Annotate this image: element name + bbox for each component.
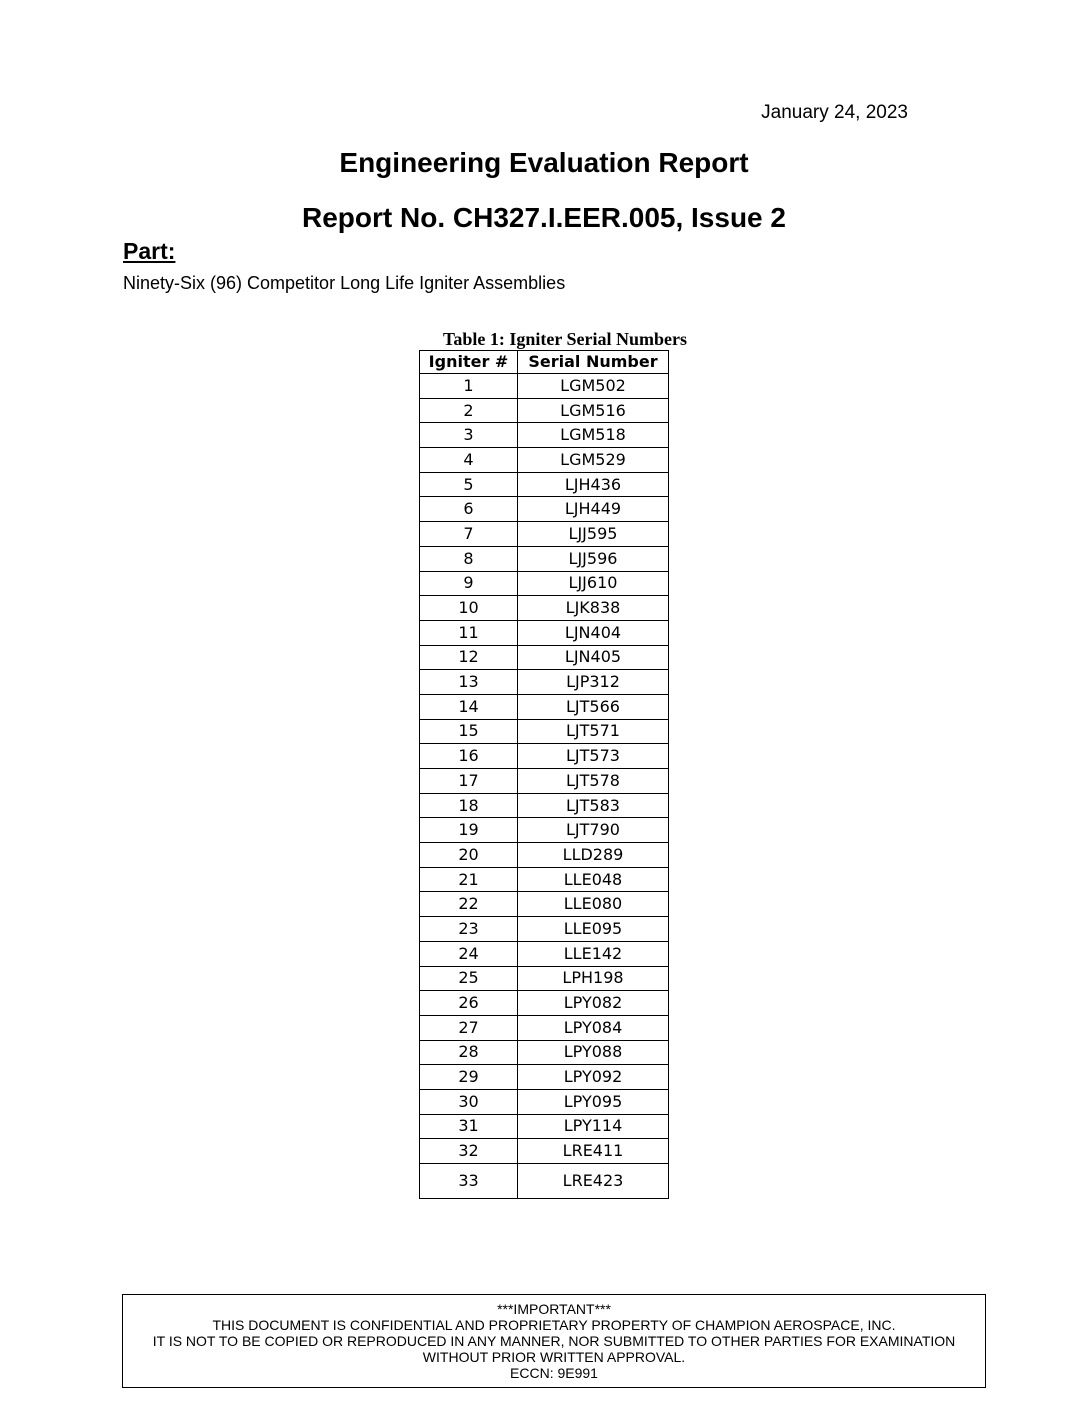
serial-number-cell: LJP312	[518, 670, 669, 695]
serial-number-cell: LJK838	[518, 596, 669, 621]
serial-number-cell: LGM529	[518, 448, 669, 473]
table-row	[420, 917, 669, 942]
notice-line: ECCN: 9E991	[510, 1365, 598, 1381]
column-header-serial: Serial Number	[518, 351, 669, 374]
table-row	[420, 769, 669, 794]
part-heading: Part:	[123, 238, 176, 264]
table-row	[420, 867, 669, 892]
table-caption: Table 1: Igniter Serial Numbers	[443, 329, 688, 349]
igniter-number-cell: 21	[420, 867, 518, 892]
serial-number-cell: LPY092	[518, 1065, 669, 1090]
table-row	[420, 448, 669, 473]
table-row	[420, 596, 669, 621]
igniter-number-cell: 4	[420, 448, 518, 473]
serial-number-cell: LRE411	[518, 1139, 669, 1164]
serial-number-cell: LJN405	[518, 645, 669, 670]
serial-number-cell: LLE142	[518, 941, 669, 966]
table-row	[420, 941, 669, 966]
igniter-number-cell: 15	[420, 719, 518, 744]
table-row	[420, 374, 669, 399]
igniter-number-cell: 3	[420, 423, 518, 448]
report-date: January 24, 2023	[761, 102, 908, 123]
serial-number-cell: LPY095	[518, 1089, 669, 1114]
serial-number-cell: LPY082	[518, 991, 669, 1016]
igniter-number-cell: 1	[420, 374, 518, 399]
igniter-number-cell: 12	[420, 645, 518, 670]
igniter-number-cell: 32	[420, 1139, 518, 1164]
serial-number-cell: LGM516	[518, 398, 669, 423]
igniter-number-cell: 27	[420, 1015, 518, 1040]
notice-line: IT IS NOT TO BE COPIED OR REPRODUCED IN ANY MANNER, NOR SUBMITTED TO OTHER PARTIES FOR EXAMINATION	[152, 1333, 956, 1349]
table-body	[420, 374, 669, 1199]
igniter-number-cell: 24	[420, 941, 518, 966]
table-row	[420, 571, 669, 596]
table-row	[420, 522, 669, 547]
table-row	[420, 670, 669, 695]
igniter-number-cell: 29	[420, 1065, 518, 1090]
serial-number-cell: LJN404	[518, 620, 669, 645]
igniter-number-cell: 22	[420, 892, 518, 917]
igniter-number-cell: 2	[420, 398, 518, 423]
igniter-number-cell: 8	[420, 546, 518, 571]
igniter-number-cell: 18	[420, 793, 518, 818]
serial-number-cell: LJT583	[518, 793, 669, 818]
table-row	[420, 1164, 669, 1199]
igniter-number-cell: 16	[420, 744, 518, 769]
igniter-number-cell: 25	[420, 966, 518, 991]
table-row	[420, 719, 669, 744]
part-description: Ninety-Six (96) Competitor Long Life Igniter Assemblies	[123, 273, 566, 293]
serial-number-cell: LJT790	[518, 818, 669, 843]
table-row	[420, 1015, 669, 1040]
igniter-number-cell: 17	[420, 769, 518, 794]
notice-line: THIS DOCUMENT IS CONFIDENTIAL AND PROPRIETARY PROPERTY OF CHAMPION AEROSPACE, INC.	[212, 1317, 896, 1333]
serial-number-cell: LJT571	[518, 719, 669, 744]
serial-number-cell: LRE423	[518, 1164, 669, 1199]
serial-number-cell: LPY114	[518, 1114, 669, 1139]
igniter-number-cell: 30	[420, 1089, 518, 1114]
table-row	[420, 892, 669, 917]
igniter-number-cell: 10	[420, 596, 518, 621]
table-header-row	[420, 351, 669, 374]
table-row	[420, 966, 669, 991]
table-row	[420, 744, 669, 769]
table-row	[420, 620, 669, 645]
table-row	[420, 793, 669, 818]
igniter-number-cell: 33	[420, 1164, 518, 1199]
serial-number-cell: LLE080	[518, 892, 669, 917]
table-row	[420, 1089, 669, 1114]
table-row	[420, 1114, 669, 1139]
serial-number-cell: LJT566	[518, 694, 669, 719]
table-row	[420, 497, 669, 522]
serial-number-cell: LPY084	[518, 1015, 669, 1040]
confidentiality-notice	[122, 1294, 986, 1388]
table-row	[420, 991, 669, 1016]
notice-line: ***IMPORTANT***	[497, 1301, 611, 1317]
serial-number-cell: LGM518	[518, 423, 669, 448]
serial-number-cell: LJH449	[518, 497, 669, 522]
serial-number-cell: LPH198	[518, 966, 669, 991]
serial-number-cell: LJJ596	[518, 546, 669, 571]
table-row	[420, 694, 669, 719]
serial-number-cell: LJT578	[518, 769, 669, 794]
igniter-number-cell: 13	[420, 670, 518, 695]
igniter-number-cell: 19	[420, 818, 518, 843]
igniter-number-cell: 11	[420, 620, 518, 645]
serial-number-cell: LPY088	[518, 1040, 669, 1065]
table-row	[420, 645, 669, 670]
igniter-number-cell: 31	[420, 1114, 518, 1139]
serial-number-cell: LJJ610	[518, 571, 669, 596]
table-row	[420, 1040, 669, 1065]
igniter-number-cell: 9	[420, 571, 518, 596]
igniter-number-cell: 20	[420, 843, 518, 868]
table-row	[420, 472, 669, 497]
igniter-number-cell: 23	[420, 917, 518, 942]
document-title: Engineering Evaluation Report	[339, 147, 749, 178]
serial-number-cell: LJT573	[518, 744, 669, 769]
table-row	[420, 843, 669, 868]
column-header-igniter: Igniter #	[420, 351, 518, 374]
igniter-number-cell: 7	[420, 522, 518, 547]
igniter-serial-table	[419, 350, 669, 1199]
serial-number-cell: LLE048	[518, 867, 669, 892]
notice-line: WITHOUT PRIOR WRITTEN APPROVAL.	[422, 1349, 686, 1365]
serial-number-cell: LJJ595	[518, 522, 669, 547]
table-row	[420, 423, 669, 448]
table-row	[420, 398, 669, 423]
report-number: Report No. CH327.I.EER.005, Issue 2	[302, 202, 786, 233]
serial-number-cell: LLE095	[518, 917, 669, 942]
serial-number-cell: LLD289	[518, 843, 669, 868]
table-row	[420, 546, 669, 571]
table-row	[420, 1065, 669, 1090]
igniter-number-cell: 28	[420, 1040, 518, 1065]
serial-number-cell: LJH436	[518, 472, 669, 497]
serial-number-cell: LGM502	[518, 374, 669, 399]
igniter-number-cell: 26	[420, 991, 518, 1016]
igniter-number-cell: 5	[420, 472, 518, 497]
igniter-number-cell: 14	[420, 694, 518, 719]
table-row	[420, 1139, 669, 1164]
igniter-number-cell: 6	[420, 497, 518, 522]
table-row	[420, 818, 669, 843]
